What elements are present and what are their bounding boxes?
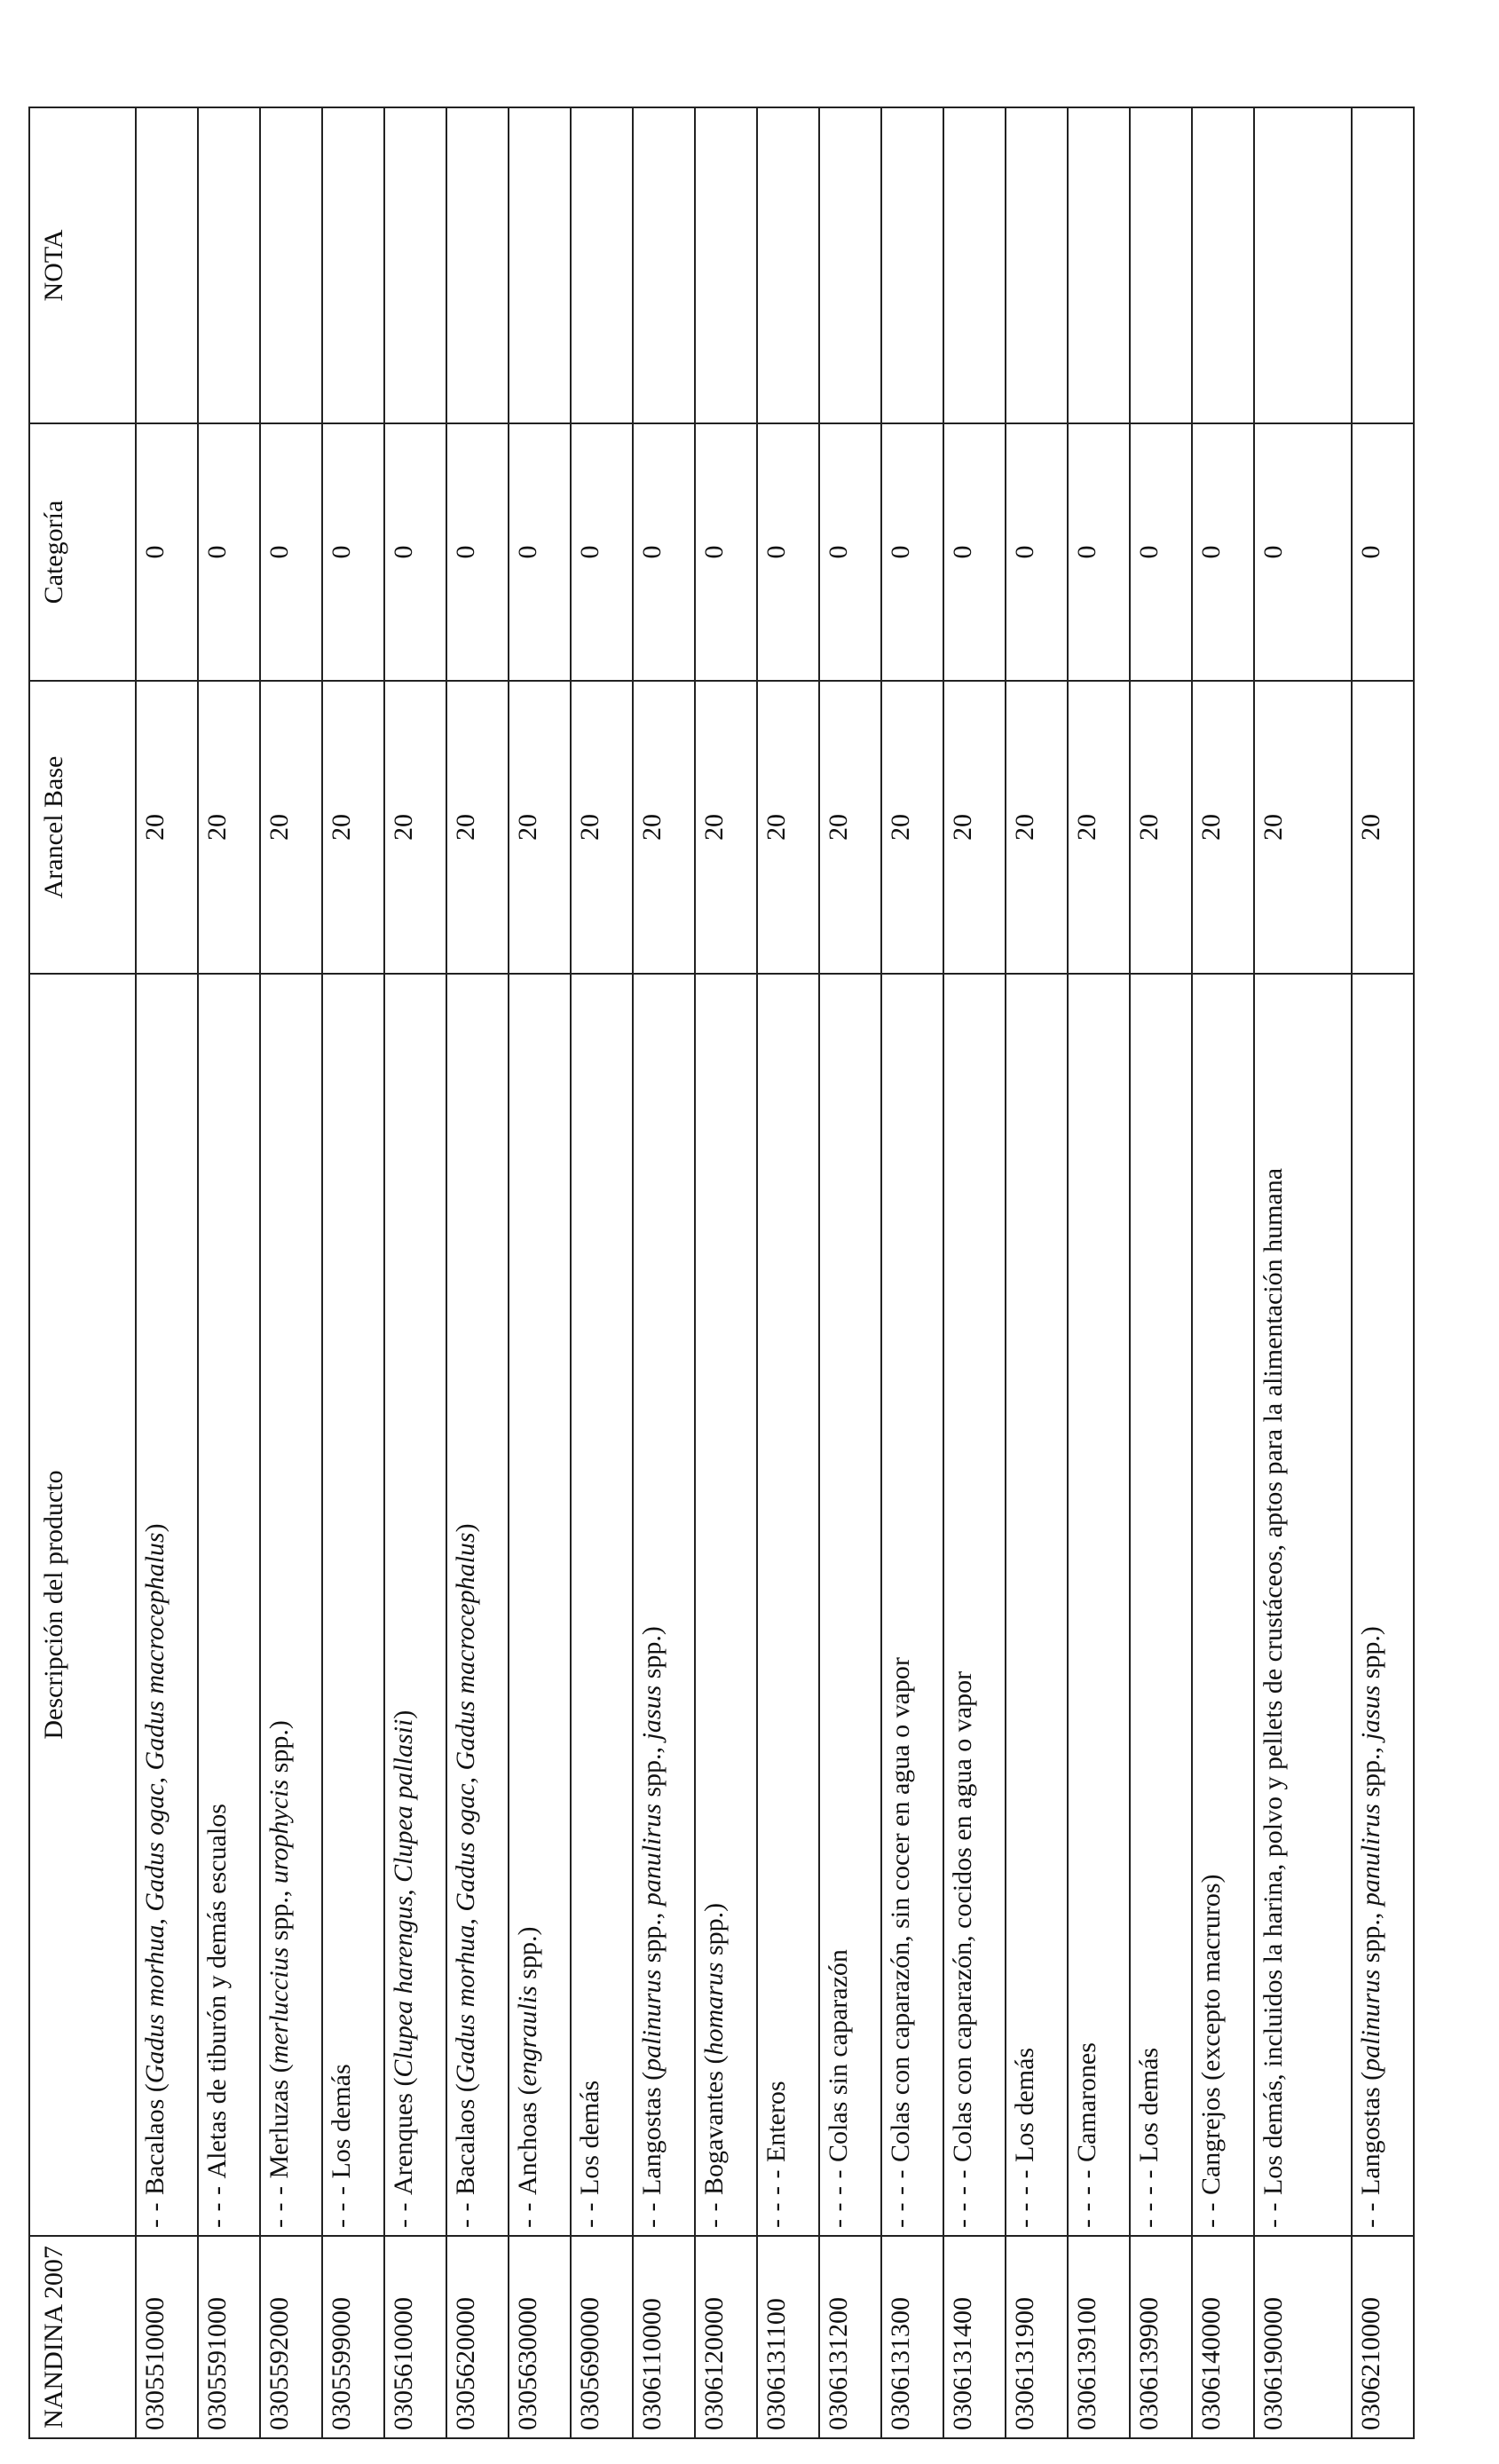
cell-categoria: 0	[881, 423, 943, 681]
cell-description	[1006, 974, 1068, 2236]
tariff-table	[28, 107, 1415, 2439]
description-scientific-name: Gadus morhua, Gadus ogac, Gadus macrocephalus	[140, 1532, 170, 2084]
cell-nota	[571, 107, 633, 423]
description-level-dashes: - - -	[202, 2178, 232, 2228]
description-text: Bacalaos (	[451, 2083, 480, 2196]
description-text: Cangrejos (excepto macruros)	[1196, 1874, 1226, 2196]
description-scientific-name: palinurus	[637, 1969, 667, 2072]
cell-nandina-code: 0305599000	[322, 2236, 384, 2438]
description-text: Los demás	[575, 2080, 604, 2196]
description-level-dashes: - - - -	[824, 2162, 853, 2228]
description-scientific-name: urophycis	[264, 1779, 294, 1884]
description-level-dashes: - -	[513, 2195, 542, 2228]
description-text: Bogavantes (	[699, 2055, 729, 2196]
table-row	[1068, 107, 1130, 2438]
description-scientific-name: homarus	[699, 1962, 729, 2056]
cell-arancel-base: 20	[695, 681, 757, 974]
cell-nandina-code: 0306210000	[1352, 2236, 1414, 2438]
cell-nandina-code: 0306140000	[1192, 2236, 1254, 2438]
cell-nandina-code: 0306131100	[757, 2236, 819, 2438]
table-row	[1006, 107, 1068, 2438]
cell-arancel-base: 20	[571, 681, 633, 974]
cell-arancel-base: 20	[1352, 681, 1414, 974]
cell-categoria: 0	[943, 423, 1006, 681]
table-row	[136, 107, 198, 2438]
cell-description	[943, 974, 1006, 2236]
cell-nota	[384, 107, 446, 423]
description-text: spp.,	[1356, 1740, 1385, 1805]
description-level-dashes: - -	[575, 2195, 604, 2228]
cell-arancel-base: 20	[446, 681, 509, 974]
description-level-dashes: - -	[451, 2195, 480, 2228]
description-text: )	[140, 1523, 170, 1533]
description-level-dashes: - - - -	[761, 2162, 791, 2228]
description-level-dashes: - -	[637, 2195, 667, 2228]
table-row	[819, 107, 881, 2438]
cell-categoria: 0	[446, 423, 509, 681]
description-text: Los demás	[1010, 2047, 1039, 2163]
cell-arancel-base: 20	[1068, 681, 1130, 974]
description-text: )	[451, 1523, 480, 1533]
description-text: spp.)	[1356, 1626, 1385, 1686]
table-row	[1192, 107, 1254, 2438]
header-categoria: Categoría	[29, 423, 136, 681]
cell-nandina-code: 0305630000	[509, 2236, 571, 2438]
cell-categoria: 0	[571, 423, 633, 681]
description-text: spp.,	[264, 1884, 294, 1947]
cell-categoria: 0	[1192, 423, 1254, 681]
cell-nota	[322, 107, 384, 423]
cell-arancel-base: 20	[757, 681, 819, 974]
cell-description	[633, 974, 695, 2236]
cell-categoria: 0	[1254, 423, 1352, 681]
description-scientific-name: palinurus	[1356, 1969, 1385, 2072]
description-level-dashes: - - - -	[1010, 2162, 1039, 2228]
cell-nota	[1192, 107, 1254, 423]
cell-nota	[509, 107, 571, 423]
description-scientific-name: jasus	[637, 1685, 667, 1741]
cell-description	[1352, 974, 1414, 2236]
description-text: spp.,	[637, 1906, 667, 1970]
cell-categoria: 0	[1352, 423, 1414, 681]
cell-categoria: 0	[695, 423, 757, 681]
cell-description	[1130, 974, 1192, 2236]
cell-nota	[446, 107, 509, 423]
description-text: Bacalaos (	[140, 2083, 170, 2196]
description-text: Camarones	[1072, 2042, 1101, 2163]
description-text: Langostas (	[1356, 2071, 1385, 2196]
description-scientific-name: panulirus	[1356, 1804, 1385, 1907]
cell-description	[198, 974, 260, 2236]
cell-nandina-code: 0306131900	[1006, 2236, 1068, 2438]
cell-arancel-base: 20	[1006, 681, 1068, 974]
cell-arancel-base: 20	[1254, 681, 1352, 974]
description-scientific-name: engraulis	[513, 1986, 542, 2087]
description-scientific-name: Clupea harengus, Clupea pallasii	[389, 1718, 418, 2078]
header-row	[29, 107, 136, 2438]
cell-description	[571, 974, 633, 2236]
cell-nandina-code: 0306110000	[633, 2236, 695, 2438]
table-row	[943, 107, 1006, 2438]
cell-description	[384, 974, 446, 2236]
cell-nota	[1130, 107, 1192, 423]
description-scientific-name: panulirus	[637, 1804, 667, 1907]
description-level-dashes: - -	[140, 2195, 170, 2228]
cell-description	[509, 974, 571, 2236]
cell-nota	[198, 107, 260, 423]
cell-arancel-base: 20	[1192, 681, 1254, 974]
description-text: spp.)	[264, 1720, 294, 1780]
cell-description	[757, 974, 819, 2236]
description-text: Los demás	[1134, 2047, 1164, 2163]
description-level-dashes: - - - -	[886, 2162, 915, 2228]
description-level-dashes: - -	[1196, 2195, 1226, 2228]
table-row	[881, 107, 943, 2438]
description-level-dashes: - - -	[327, 2178, 356, 2228]
cell-arancel-base: 20	[819, 681, 881, 974]
description-scientific-name: merluccius	[264, 1947, 294, 2065]
cell-nandina-code: 0305591000	[198, 2236, 260, 2438]
cell-arancel-base: 20	[322, 681, 384, 974]
header-nota: NOTA	[29, 107, 136, 423]
cell-nota	[1068, 107, 1130, 423]
description-text: Enteros	[761, 2081, 791, 2163]
cell-arancel-base: 20	[509, 681, 571, 974]
cell-description	[322, 974, 384, 2236]
cell-nandina-code: 0306190000	[1254, 2236, 1352, 2438]
table-row	[322, 107, 384, 2438]
cell-nota	[1352, 107, 1414, 423]
table-row	[1130, 107, 1192, 2438]
table-row	[384, 107, 446, 2438]
cell-categoria: 0	[633, 423, 695, 681]
cell-nota	[260, 107, 322, 423]
cell-nandina-code: 0306131400	[943, 2236, 1006, 2438]
header-description: Descripción del producto	[29, 974, 136, 2236]
cell-nandina-code: 0306131200	[819, 2236, 881, 2438]
cell-arancel-base: 20	[198, 681, 260, 974]
table-row	[446, 107, 509, 2438]
cell-description	[260, 974, 322, 2236]
description-text: Colas con caparazón, cocidos en agua o vapor	[948, 1670, 977, 2163]
cell-nandina-code: 0305620000	[446, 2236, 509, 2438]
cell-nota	[1006, 107, 1068, 423]
cell-arancel-base: 20	[881, 681, 943, 974]
cell-description	[1192, 974, 1254, 2236]
cell-description	[1254, 974, 1352, 2236]
description-text: Merluzas (	[264, 2064, 294, 2179]
description-text: Langostas (	[637, 2071, 667, 2196]
cell-categoria: 0	[1006, 423, 1068, 681]
cell-nandina-code: 0306131300	[881, 2236, 943, 2438]
description-text: spp.)	[699, 1902, 729, 1963]
cell-nota	[633, 107, 695, 423]
rotated-table-wrapper	[28, 108, 1385, 2439]
cell-arancel-base: 20	[633, 681, 695, 974]
description-text: Aletas de tiburón y demás escualos	[202, 1804, 232, 2179]
description-text: spp.,	[1356, 1906, 1385, 1970]
cell-description	[1068, 974, 1130, 2236]
cell-categoria: 0	[819, 423, 881, 681]
cell-description	[136, 974, 198, 2236]
cell-nandina-code: 0305610000	[384, 2236, 446, 2438]
cell-categoria: 0	[509, 423, 571, 681]
cell-arancel-base: 20	[260, 681, 322, 974]
table-row	[757, 107, 819, 2438]
description-text: spp.)	[637, 1626, 667, 1686]
cell-categoria: 0	[1068, 423, 1130, 681]
cell-nandina-code: 0305510000	[136, 2236, 198, 2438]
cell-arancel-base: 20	[943, 681, 1006, 974]
cell-nota	[1254, 107, 1352, 423]
description-text: )	[389, 1710, 418, 1719]
description-level-dashes: - -	[389, 2195, 418, 2228]
table-row	[1254, 107, 1352, 2438]
cell-nandina-code: 0305592000	[260, 2236, 322, 2438]
description-level-dashes: - - -	[264, 2178, 294, 2228]
cell-nota	[819, 107, 881, 423]
description-level-dashes: - - - -	[948, 2162, 977, 2228]
table-row	[633, 107, 695, 2438]
table-row	[198, 107, 260, 2438]
description-text: Colas sin caparazón	[824, 1949, 853, 2163]
description-scientific-name: jasus	[1356, 1685, 1385, 1741]
cell-categoria: 0	[757, 423, 819, 681]
cell-nandina-code: 0306120000	[695, 2236, 757, 2438]
description-text: Los demás, incluidos la harina, polvo y pellets de crustáceos, aptos para la alimentación humana	[1258, 1167, 1288, 2196]
cell-categoria: 0	[260, 423, 322, 681]
cell-arancel-base: 20	[384, 681, 446, 974]
cell-nota	[757, 107, 819, 423]
cell-categoria: 0	[136, 423, 198, 681]
cell-nandina-code: 0306139900	[1130, 2236, 1192, 2438]
cell-nota	[695, 107, 757, 423]
table-row	[1352, 107, 1414, 2438]
description-level-dashes: - - - -	[1134, 2162, 1164, 2228]
description-text: spp.)	[513, 1926, 542, 1986]
cell-arancel-base: 20	[136, 681, 198, 974]
description-level-dashes: - - - -	[1072, 2162, 1101, 2228]
cell-categoria: 0	[322, 423, 384, 681]
cell-description	[881, 974, 943, 2236]
description-scientific-name: Gadus morhua, Gadus ogac, Gadus macrocephalus	[451, 1532, 480, 2084]
cell-description	[446, 974, 509, 2236]
cell-categoria: 0	[384, 423, 446, 681]
table-row	[571, 107, 633, 2438]
cell-categoria: 0	[198, 423, 260, 681]
description-text: spp.,	[637, 1740, 667, 1805]
table-row	[260, 107, 322, 2438]
description-text: Anchoas (	[513, 2086, 542, 2196]
cell-arancel-base: 20	[1130, 681, 1192, 974]
header-nandina: NANDINA 2007	[29, 2236, 136, 2438]
cell-nandina-code: 0306139100	[1068, 2236, 1130, 2438]
cell-description	[695, 974, 757, 2236]
cell-nota	[943, 107, 1006, 423]
description-level-dashes: - -	[1356, 2195, 1385, 2228]
cell-nota	[881, 107, 943, 423]
description-text: Colas con caparazón, sin cocer en agua o vapor	[886, 1657, 915, 2163]
cell-description	[819, 974, 881, 2236]
cell-nota	[136, 107, 198, 423]
table-row	[509, 107, 571, 2438]
cell-nandina-code: 0305690000	[571, 2236, 633, 2438]
description-text: Arenques (	[389, 2077, 418, 2196]
header-arancel-base: Arancel Base	[29, 681, 136, 974]
description-level-dashes: - -	[1258, 2195, 1288, 2228]
table-row	[695, 107, 757, 2438]
description-text: Los demás	[327, 2064, 356, 2179]
description-level-dashes: - -	[699, 2195, 729, 2228]
cell-categoria: 0	[1130, 423, 1192, 681]
